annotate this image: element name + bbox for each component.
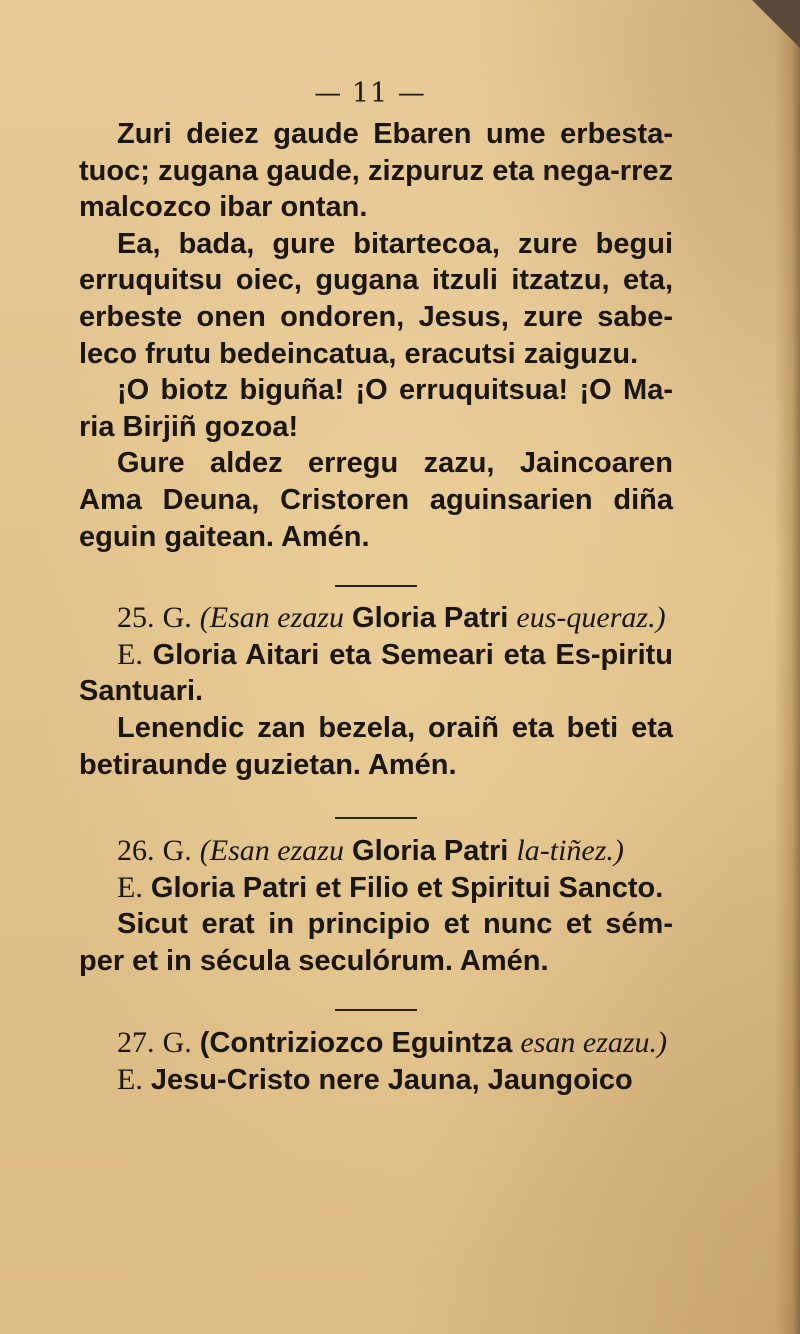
section-27-response <box>79 1062 673 1099</box>
paragraph-3: ¡O biotz biguña! ¡O erruquitsua! ¡O Ma-ria Birjiñ gozoa! <box>79 374 673 443</box>
section-25-continuation: Lenendic zan bezela, oraiñ eta beti eta betiraunde guzietan. Amén. <box>79 711 673 781</box>
section-26-e-text: Gloria Patri et Filio et Spiritui Sancto. <box>150 871 664 904</box>
section-25-e-label: E. <box>117 637 143 671</box>
section-26-continuation: Sicut erat in principio et nunc et sém-per et in sécula seculórum. Amén. <box>79 908 673 977</box>
section-26-italic-2: la-tiñez.) <box>516 834 624 868</box>
section-27-bold: (Contriziozco Eguintza <box>199 1027 513 1060</box>
section-25-e-text: Gloria Aitari eta Semeari eta Es-piritu Santuari. <box>79 638 674 708</box>
section-26-open: ( <box>199 834 210 868</box>
section-25-bold: Gloria Patri <box>352 602 509 635</box>
section-26-e-label: E. <box>117 870 143 904</box>
section-25-italic: Esan ezazu <box>209 601 344 635</box>
section-26-italic: Esan ezazu <box>209 834 344 868</box>
page-edge-shadow <box>774 0 800 1334</box>
page-number: — 11 — <box>314 78 426 109</box>
section-27-italic: esan ezazu.) <box>520 1026 668 1060</box>
section-divider <box>335 1009 417 1011</box>
section-25-italic-2: eus-queraz.) <box>516 601 666 635</box>
paragraph-4: Gure aldez erregu zazu, Jaincoaren Ama Deuna, Cristoren aguinsarien diña eguin gaitean. Amén. <box>79 447 673 553</box>
text-block <box>79 116 673 1099</box>
section-27-number: 27. <box>117 1026 155 1060</box>
section-27-heading <box>79 1025 673 1062</box>
paragraph-1: Zuri deiez gaude Ebaren ume erbesta-tuoc; zugana gaude, zizpuruz eta nega-rrez malcozco ibar ontan. <box>79 118 673 224</box>
section-27-g: G. <box>162 1026 192 1060</box>
page-corner <box>752 0 800 48</box>
section-27-e-label: E. <box>117 1063 143 1097</box>
section-26-number: 26. <box>117 834 155 868</box>
section-divider <box>335 817 417 819</box>
section-25-g: G. <box>162 601 192 635</box>
section-25-heading <box>79 600 673 637</box>
section-25-response <box>79 637 673 710</box>
section-25-open: ( <box>199 601 210 635</box>
section-26-bold: Gloria Patri <box>352 835 509 868</box>
section-26-heading <box>79 833 673 870</box>
section-25-number: 25. <box>117 601 155 635</box>
section-27-e-text: Jesu-Cristo nere Jauna, Jaungoico <box>150 1064 633 1097</box>
section-divider <box>335 585 417 587</box>
paragraph-2: Ea, bada, gure bitartecoa, zure begui erruquitsu oiec, gugana itzuli itzatzu, eta, erbeste onen ondoren, Jesus, zure sabe-leco frutu bedeincatua, eracutsi zaiguzu. <box>79 227 673 370</box>
section-26-response <box>79 870 673 907</box>
section-26-g: G. <box>162 834 192 868</box>
